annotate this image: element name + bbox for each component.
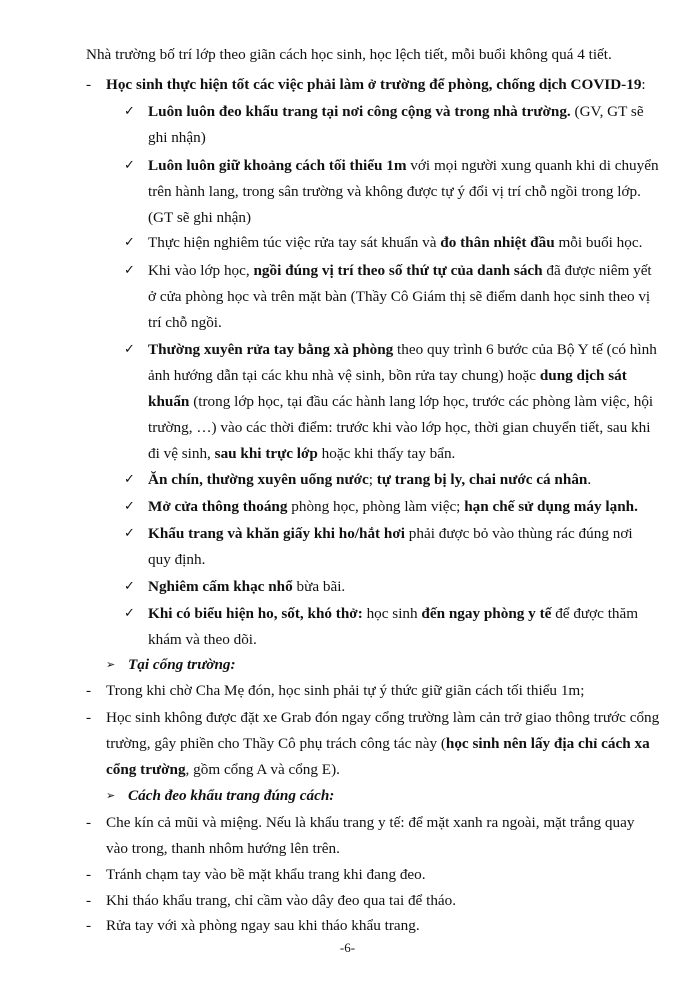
dash-bullet: - xyxy=(86,917,92,934)
rule-10-line-2: khám và theo dõi. xyxy=(148,631,257,648)
checkmark-icon: ✓ xyxy=(124,158,135,173)
dash-bullet: - xyxy=(86,892,92,909)
rule-1-line-1: Luôn luôn đeo khẩu trang tại nơi công cộng và trong nhà trường. (GV, GT sẽ xyxy=(148,103,644,120)
rule-2-line-1: Luôn luôn giữ khoảng cách tối thiểu 1m với mọi người xung quanh khi di chuyển xyxy=(148,157,659,174)
rule-4-line-3: trí chỗ ngồi. xyxy=(148,314,222,331)
checkmark-icon: ✓ xyxy=(124,235,135,250)
rule-5-line-1: Thường xuyên rửa tay bằng xà phòng theo quy trình 6 bước của Bộ Y tế (có hình xyxy=(148,341,657,358)
rule-4-line-1: Khi vào lớp học, ngồi đúng vị trí theo số thứ tự của danh sách đã được niêm yết xyxy=(148,262,652,279)
gate-item-2-line-2: trường, gây phiền cho Thầy Cô phụ trách công tác này (học sinh nên lấy địa chỉ cách xa xyxy=(106,735,650,752)
rule-2-line-2: trên hành lang, trong sân trường và không được tự ý đổi vị trí chỗ ngồi trong lớp. xyxy=(148,183,641,200)
checkmark-icon: ✓ xyxy=(124,104,135,119)
rule-5-line-2: ảnh hướng dẫn tại các khu nhà vệ sinh, bồn rửa tay chung) hoặc dung dịch sát xyxy=(148,367,627,384)
arrow-bullet-icon: ➢ xyxy=(106,789,116,802)
checkmark-icon: ✓ xyxy=(124,263,135,278)
checkmark-icon: ✓ xyxy=(124,342,135,357)
rule-5-line-4: trường, …) vào các thời điểm: trước khi vào lớp học, thời gian chuyển tiết, sau khi xyxy=(148,419,651,436)
dash-bullet: - xyxy=(86,682,92,699)
rule-5-line-5: đi vệ sinh, sau khi trực lớp hoặc khi thấy tay bẩn. xyxy=(148,445,456,462)
rule-3-line-1: Thực hiện nghiêm túc việc rửa tay sát khuẩn và đo thân nhiệt đầu mỗi buổi học. xyxy=(148,234,643,251)
checkmark-icon: ✓ xyxy=(124,579,135,594)
checkmark-icon: ✓ xyxy=(124,499,135,514)
arrow-bullet-icon: ➢ xyxy=(106,658,116,671)
rule-10-line-1: Khi có biểu hiện ho, sốt, khó thở: học sinh đến ngay phòng y tế để được thăm xyxy=(148,605,639,622)
rule-8-line-1: Khẩu trang và khăn giấy khi ho/hắt hơi phải được bỏ vào thùng rác đúng nơi xyxy=(148,525,633,542)
mask-item-3: Khi tháo khẩu trang, chỉ cầm vào dây đeo qua tai để tháo. xyxy=(106,892,457,909)
mask-item-4: Rửa tay với xà phòng ngay sau khi tháo khẩu trang. xyxy=(106,917,420,934)
rule-5-line-3: khuẩn (trong lớp học, tại đầu các hành lang lớp học, trước các phòng làm việc, hội xyxy=(148,393,654,410)
school-rules-heading: Học sinh thực hiện tốt các việc phải làm ở trường để phòng, chống dịch COVID-19: xyxy=(106,76,646,93)
rule-9-line-1: Nghiêm cấm khạc nhổ bừa bãi. xyxy=(148,578,346,595)
checkmark-icon: ✓ xyxy=(124,526,135,541)
dash-bullet: - xyxy=(86,709,92,726)
mask-heading: Cách đeo khẩu trang đúng cách: xyxy=(128,787,335,804)
mask-item-2: Tránh chạm tay vào bề mặt khẩu trang khi đang đeo. xyxy=(106,866,426,883)
mask-item-1-line-2: vào trong, thanh nhôm hướng lên trên. xyxy=(106,840,340,857)
intro-text: Nhà trường bố trí lớp theo giãn cách học sinh, học lệch tiết, mỗi buổi không quá 4 tiết. xyxy=(86,46,612,63)
rule-7-line-1: Mở cửa thông thoáng phòng học, phòng làm việc; hạn chế sử dụng máy lạnh. xyxy=(148,498,638,515)
checkmark-icon: ✓ xyxy=(124,472,135,487)
rule-1-line-2: ghi nhận) xyxy=(148,129,206,146)
gate-heading: Tại cổng trường: xyxy=(128,656,236,673)
mask-item-1-line-1: Che kín cả mũi và miệng. Nếu là khẩu trang y tế: để mặt xanh ra ngoài, mặt trắng quay xyxy=(106,814,635,831)
dash-bullet: - xyxy=(86,866,92,883)
checkmark-icon: ✓ xyxy=(124,606,135,621)
rule-2-line-3: (GT sẽ ghi nhận) xyxy=(148,209,252,226)
gate-item-2-line-1: Học sinh không được đặt xe Grab đón ngay cổng trường làm cản trở giao thông trước cổng xyxy=(106,709,660,726)
gate-item-2-line-3: cổng trường, gồm cổng A và cổng E). xyxy=(106,761,340,778)
rule-6-line-1: Ăn chín, thường xuyên uống nước; tự trang bị ly, chai nước cá nhân. xyxy=(148,471,592,488)
dash-bullet: - xyxy=(86,76,92,93)
rule-4-line-2: ở cửa phòng học và trên mặt bàn (Thầy Cô Giám thị sẽ điểm danh học sinh theo vị xyxy=(148,288,651,305)
gate-item-1: Trong khi chờ Cha Mẹ đón, học sinh phải tự ý thức giữ giãn cách tối thiểu 1m; xyxy=(106,682,585,699)
rule-8-line-2: quy định. xyxy=(148,551,206,568)
page-number: -6- xyxy=(339,940,356,955)
dash-bullet: - xyxy=(86,814,92,831)
